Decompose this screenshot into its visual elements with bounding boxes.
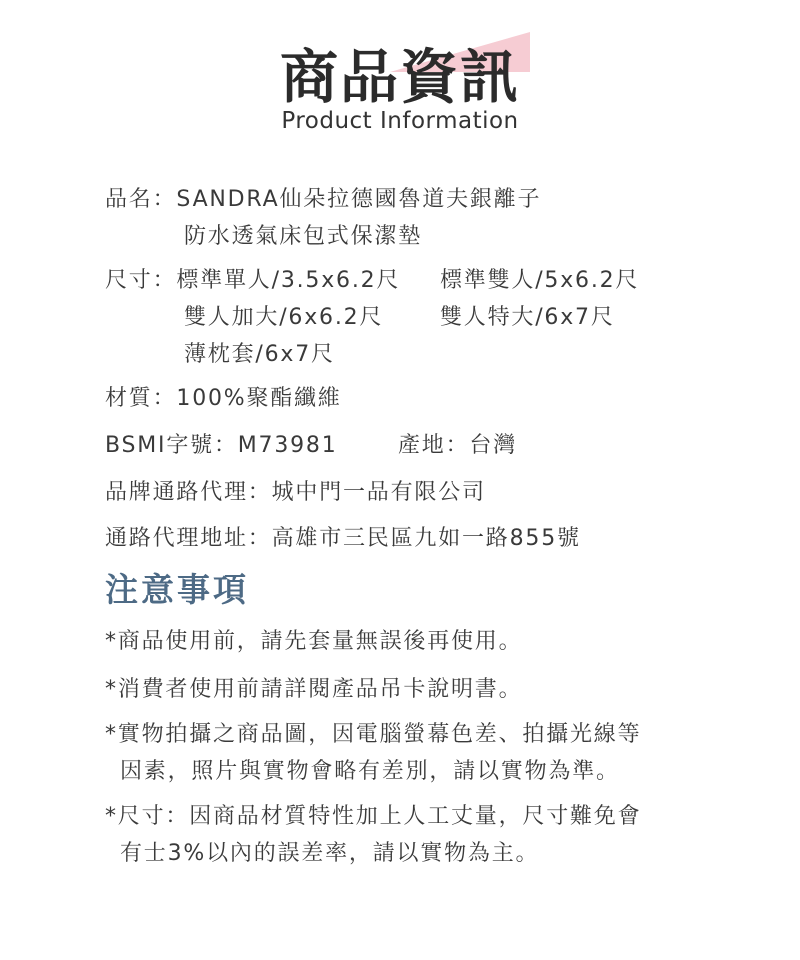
origin: 產地：台灣 [398, 433, 518, 458]
size-standard-single: 標準單人/3.5x6.2尺 [176, 268, 401, 293]
note-3-line1: *實物拍攝之商品圖，因電腦螢幕色差、拍攝光線等 [105, 722, 642, 747]
size-row-1 [105, 263, 400, 294]
note-4-line1: *尺寸：因商品材質特性加上人工丈量，尺寸難免會 [105, 804, 642, 829]
title-block [0, 38, 800, 116]
size-standard-double: 標準雙人/5x6.2尺 [440, 268, 640, 293]
note-2: *消費者使用前請詳閱產品吊卡說明書。 [105, 677, 523, 702]
note-3-line2: 因素，照片與實物會略有差別，請以實物為準。 [120, 759, 620, 784]
brand-agent: 品牌通路代理：城中門一品有限公司 [105, 480, 486, 505]
size-double-large: 雙人加大/6x6.2尺 [184, 305, 384, 330]
note-1: *商品使用前，請先套量無誤後再使用。 [105, 629, 523, 654]
material-row: 材質：100%聚酯纖維 [105, 386, 342, 411]
bsmi-number: BSMI字號：M73981 [105, 433, 338, 458]
notes-section-title: 注意事項 [105, 570, 249, 609]
product-name-label: 品名： [105, 187, 177, 212]
size-label: 尺寸： [105, 268, 177, 293]
size-double-xl: 雙人特大/6x7尺 [440, 305, 615, 330]
page-subtitle: Product Information [281, 108, 519, 134]
product-name-row [105, 182, 541, 213]
note-4-line2: 有士3%以內的誤差率，請以實物為主。 [120, 841, 540, 866]
product-name-line2: 防水透氣床包式保潔墊 [184, 224, 423, 249]
size-pillowcase: 薄枕套/6x7尺 [184, 342, 335, 367]
product-name-line1: SANDRA仙朵拉德國魯道夫銀離子 [176, 187, 542, 212]
page-title: 商品資訊 [279, 43, 520, 111]
agent-address: 通路代理地址：高雄市三民區九如一路855號 [105, 526, 581, 551]
